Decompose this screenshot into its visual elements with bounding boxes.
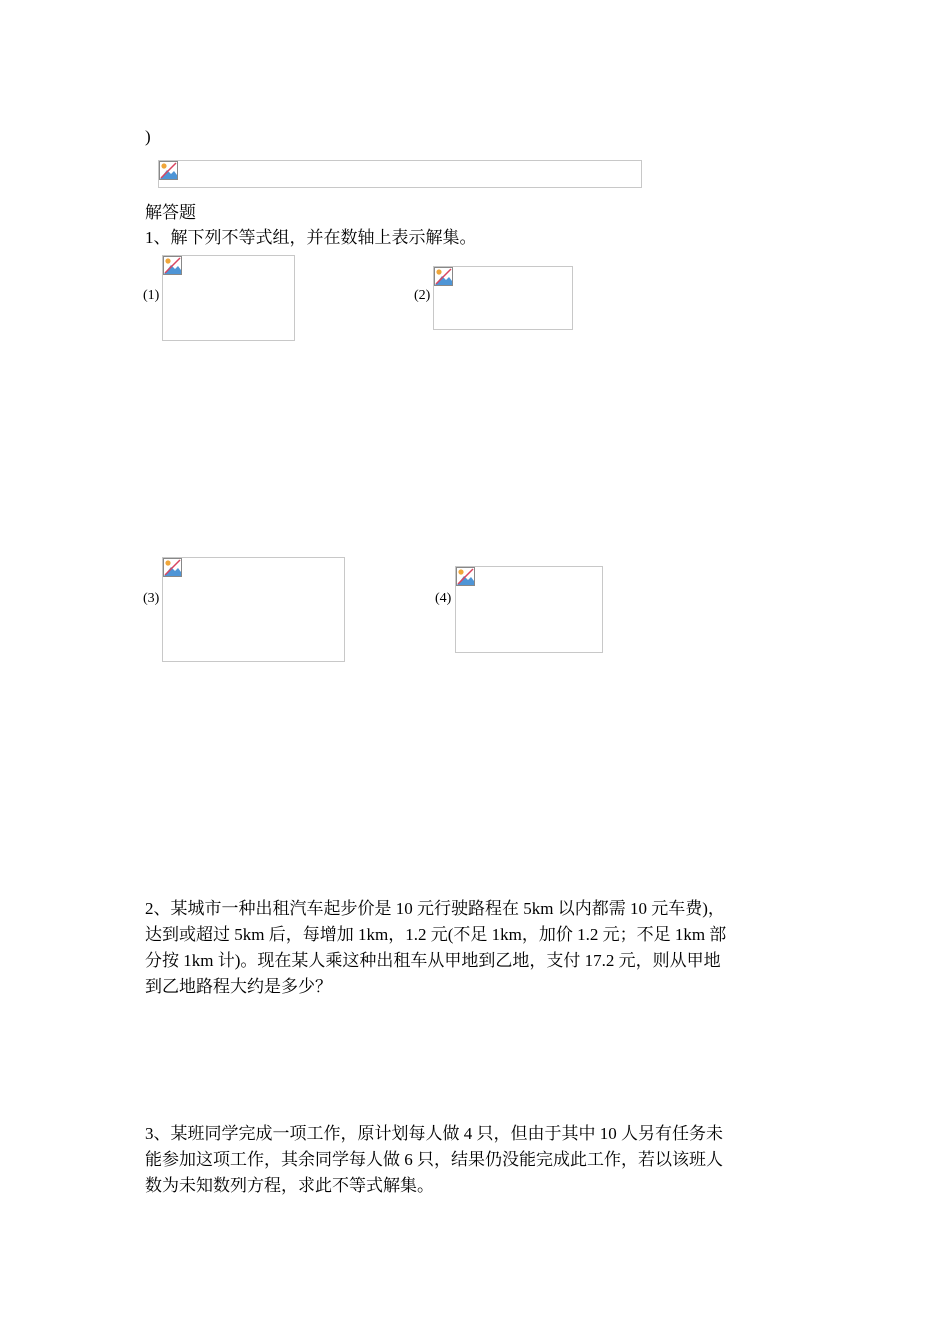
sub-label-4: (4) <box>435 591 452 606</box>
inequality-image-3 <box>162 557 345 662</box>
inequality-image-1 <box>162 255 295 341</box>
question-3-line-3: 数为未知数列方程，求此不等式解集。 <box>145 1176 434 1195</box>
broken-image-icon <box>163 558 182 577</box>
section-title: 解答题 <box>145 203 196 223</box>
sub-label-1: (1) <box>143 288 160 303</box>
inequality-image-2 <box>433 266 573 330</box>
question-2-line-1: 2、某城市一种出租汽车起步价是 10 元行驶路程在 5km 以内都需 10 元车费)， <box>145 899 725 918</box>
question-2-line-4: 到乙地路程大约是多少？ <box>145 977 332 996</box>
sub-label-3: (3) <box>143 591 160 606</box>
equation-image-wide <box>158 160 642 188</box>
question-2-line-2: 达到或超过 5km 后，每增加 1km，1.2 元(不足 1km，加价 1.2 元；不足 1km 部 <box>145 925 727 944</box>
question-3-line-1: 3、某班同学完成一项工作，原计划每人做 4 只，但由于其中 10 人另有任务未 <box>145 1124 723 1143</box>
question-3-line-2: 能参加这项工作，其余同学每人做 6 只，结果仍没能完成此工作，若以该班人 <box>145 1150 723 1169</box>
broken-image-icon <box>456 567 475 586</box>
question-2-line-3: 分按 1km 计)。现在某人乘这种出租车从甲地到乙地，支付 17.2 元，则从甲地 <box>145 951 721 970</box>
broken-image-icon <box>159 161 178 180</box>
broken-image-icon <box>163 256 182 275</box>
sub-label-2: (2) <box>414 288 431 303</box>
question-1-text: 1、解下列不等式组，并在数轴上表示解集。 <box>145 228 477 247</box>
inequality-image-4 <box>455 566 603 653</box>
broken-image-icon <box>434 267 453 286</box>
top-paren: ) <box>145 127 151 146</box>
